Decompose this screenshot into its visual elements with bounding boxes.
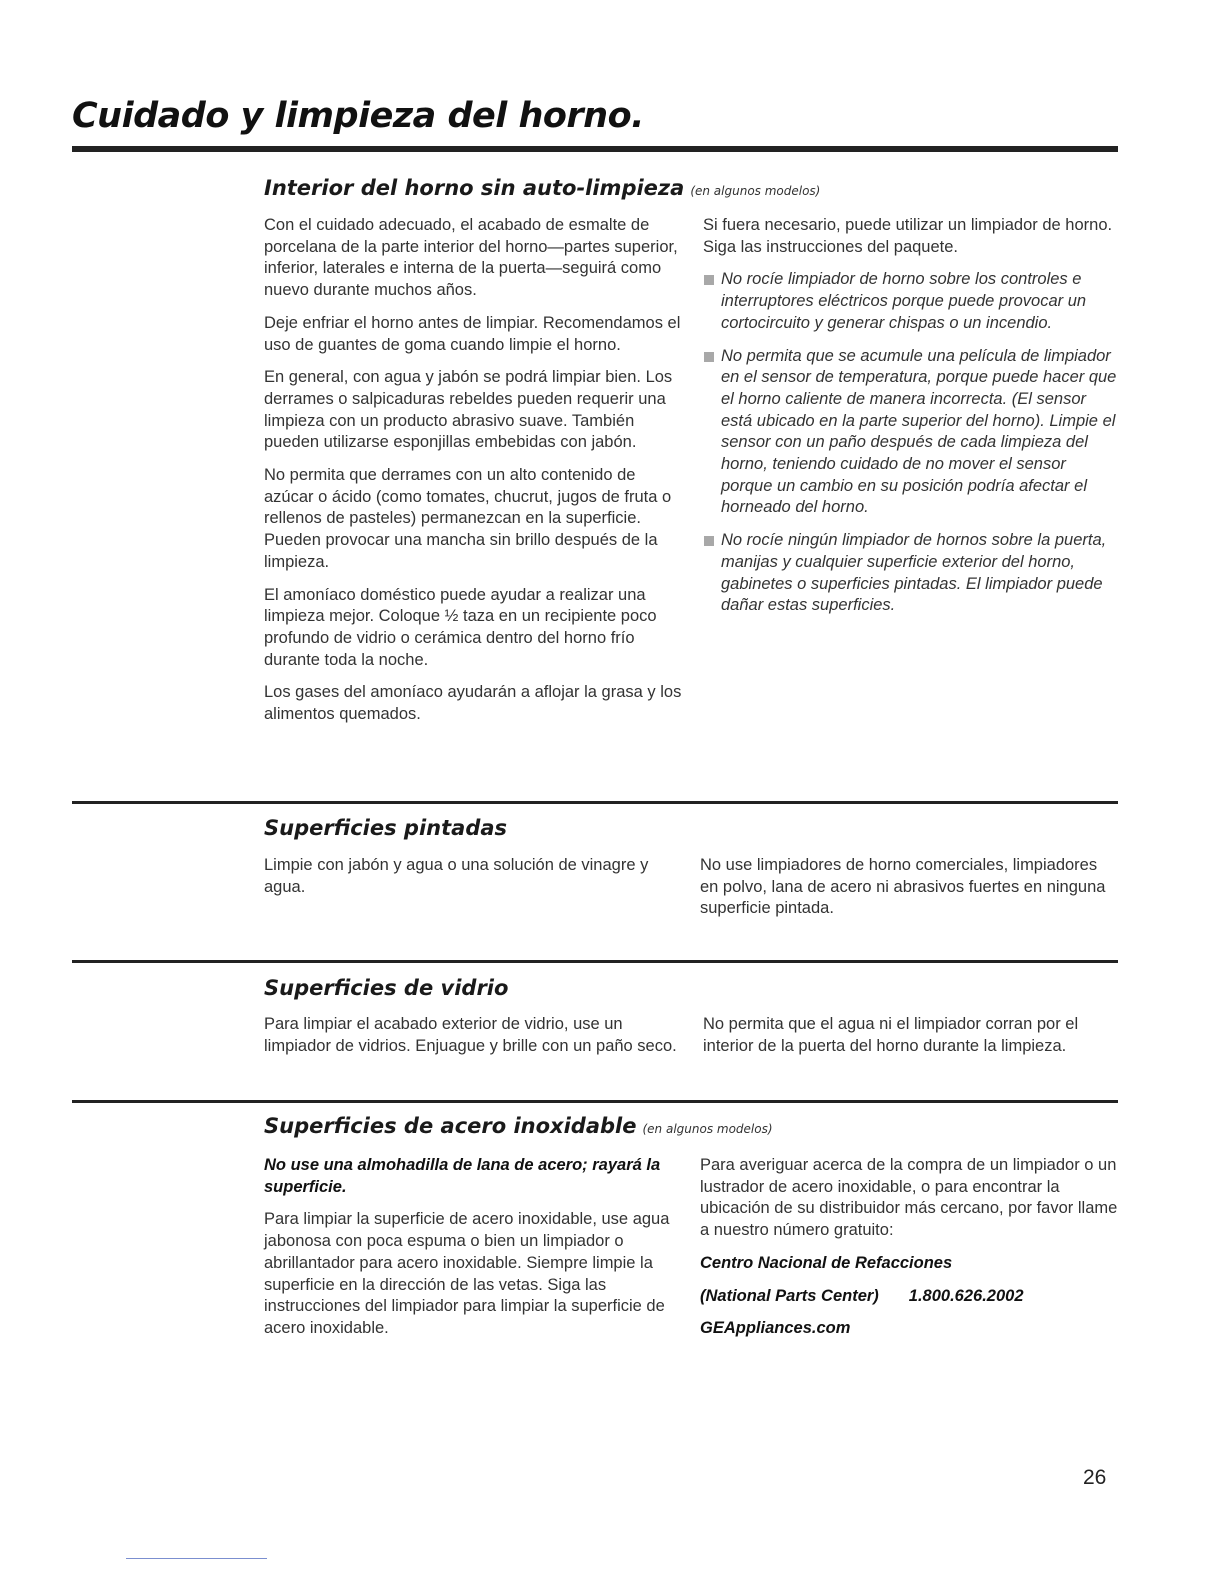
painted-left-column bbox=[264, 855, 682, 909]
glass-left-column bbox=[264, 1014, 682, 1068]
warning-text: No rocíe limpiador de horno sobre los controles e interruptores eléctricos porque puede provocar un cortocircuito y generar chispas o un incendio. bbox=[721, 270, 1087, 332]
steel-heading bbox=[264, 1114, 773, 1138]
interior-paragraph: En general, con agua y jabón se podrá limpiar bien. Los derrames o salpicaduras rebeldes pueden requerir una limpieza con un producto abrasivo suave. También pueden utilizarse esponjillas embebidas con jabón. bbox=[264, 368, 673, 452]
painted-right-column bbox=[700, 855, 1118, 931]
interior-right-intro: Si fuera necesario, puede utilizar un limpiador de horno. Siga las instrucciones del paquete. bbox=[703, 216, 1113, 256]
painted-left-text: Limpie con jabón y agua o una solución de vinagre y agua. bbox=[264, 856, 649, 896]
footer-line bbox=[126, 1558, 267, 1559]
section-divider bbox=[72, 960, 1118, 963]
steel-right-column bbox=[700, 1155, 1118, 1351]
contact-subname: (National Parts Center) bbox=[700, 1286, 879, 1305]
glass-heading: Superficies de vidrio bbox=[264, 976, 509, 1000]
steel-left-column bbox=[264, 1155, 682, 1351]
glass-right-text: No permita que el agua ni el limpiador corran por el interior de la puerta del horno durante la limpieza. bbox=[703, 1015, 1079, 1055]
section-divider bbox=[72, 1100, 1118, 1103]
warning-item bbox=[703, 269, 1118, 334]
warning-text: No rocíe ningún limpiador de hornos sobre la puerta, manijas y cualquier superficie exterior del horno, gabinetes o superficies pintadas. El limpiador puede dañar estas superficies. bbox=[721, 531, 1107, 615]
warning-list bbox=[703, 269, 1118, 617]
contact-website: GEAppliances.com bbox=[700, 1319, 851, 1338]
bullet-square-icon bbox=[704, 275, 714, 285]
painted-heading: Superficies pintadas bbox=[264, 816, 508, 840]
page-title: Cuidado y limpieza del horno. bbox=[72, 96, 644, 136]
painted-right-text: No use limpiadores de horno comerciales, limpiadores en polvo, lana de acero ni abrasivos fuertes en ninguna superficie pintada. bbox=[700, 856, 1106, 918]
interior-subheading: (en algunos modelos) bbox=[690, 184, 821, 198]
steel-right-text: Para averiguar acerca de la compra de un limpiador o un lustrador de acero inoxidable, o para encontrar la ubicación de su distribuidor más cercano, por favor llame a nuestro número gratuito: bbox=[700, 1156, 1118, 1240]
contact-name: Centro Nacional de Refacciones bbox=[700, 1253, 953, 1272]
bullet-square-icon bbox=[704, 352, 714, 362]
interior-paragraph: No permita que derrames con un alto contenido de azúcar o ácido (como tomates, chucrut, jugos de fruta o rellenos de pasteles) permanezcan en la superficie. Pueden provocar una mancha sin brillo después de la limpieza. bbox=[264, 466, 672, 571]
steel-heading-text: Superficies de acero inoxidable bbox=[264, 1114, 637, 1138]
section-divider bbox=[72, 801, 1118, 804]
interior-paragraph: Deje enfriar el horno antes de limpiar. Recomendamos el uso de guantes de goma cuando limpie el horno. bbox=[264, 313, 681, 354]
interior-paragraph: Los gases del amoníaco ayudarán a aflojar la grasa y los alimentos quemados. bbox=[264, 683, 682, 724]
warning-text: No permita que se acumule una película de limpiador en el sensor de temperatura, porque puede hacer que el horno caliente de manera incorrecta. (El sensor está ubicado en la parte superior del horno). Limpie el sensor con un paño después de cada limpieza del horno, teniendo cuidado de no mover el sensor porque un cambio en su posición podría afectar el horneado del horno. bbox=[721, 346, 1117, 517]
interior-heading-text: Interior del horno sin auto-limpieza bbox=[264, 176, 685, 200]
warning-item bbox=[703, 530, 1118, 617]
bullet-square-icon bbox=[704, 536, 714, 546]
interior-heading bbox=[264, 176, 820, 200]
glass-right-column bbox=[703, 1014, 1121, 1068]
steel-warning: No use una almohadilla de lana de acero; rayará la superficie. bbox=[264, 1156, 661, 1196]
steel-subheading: (en algunos modelos) bbox=[642, 1122, 773, 1136]
contact-phone: 1.800.626.2002 bbox=[908, 1286, 1024, 1305]
steel-left-text: Para limpiar la superficie de acero inoxidable, use agua jabonosa con poca espuma o bien un limpiador o abrillantador para acero inoxidable. Siempre limpie la superficie en la dirección de las vetas. Siga las instrucciones del limpiador para limpiar la superficie de acero inoxidable. bbox=[264, 1210, 670, 1337]
interior-right-column bbox=[703, 215, 1118, 628]
interior-left-column bbox=[264, 215, 682, 737]
title-divider bbox=[72, 146, 1118, 152]
contact-line bbox=[700, 1286, 1118, 1308]
glass-left-text: Para limpiar el acabado exterior de vidrio, use un limpiador de vidrios. Enjuague y brille con un paño seco. bbox=[264, 1015, 677, 1055]
warning-item bbox=[703, 346, 1118, 520]
page-number: 26 bbox=[1083, 1466, 1107, 1489]
interior-paragraph: El amoníaco doméstico puede ayudar a realizar una limpieza mejor. Coloque ½ taza en un recipiente poco profundo de vidrio o cerámica dentro del horno frío durante toda la noche. bbox=[264, 585, 657, 669]
interior-paragraph: Con el cuidado adecuado, el acabado de esmalte de porcelana de la parte interior del horno—partes superior, inferior, laterales e interna de la puerta—seguirá como nuevo durante muchos años. bbox=[264, 216, 678, 300]
